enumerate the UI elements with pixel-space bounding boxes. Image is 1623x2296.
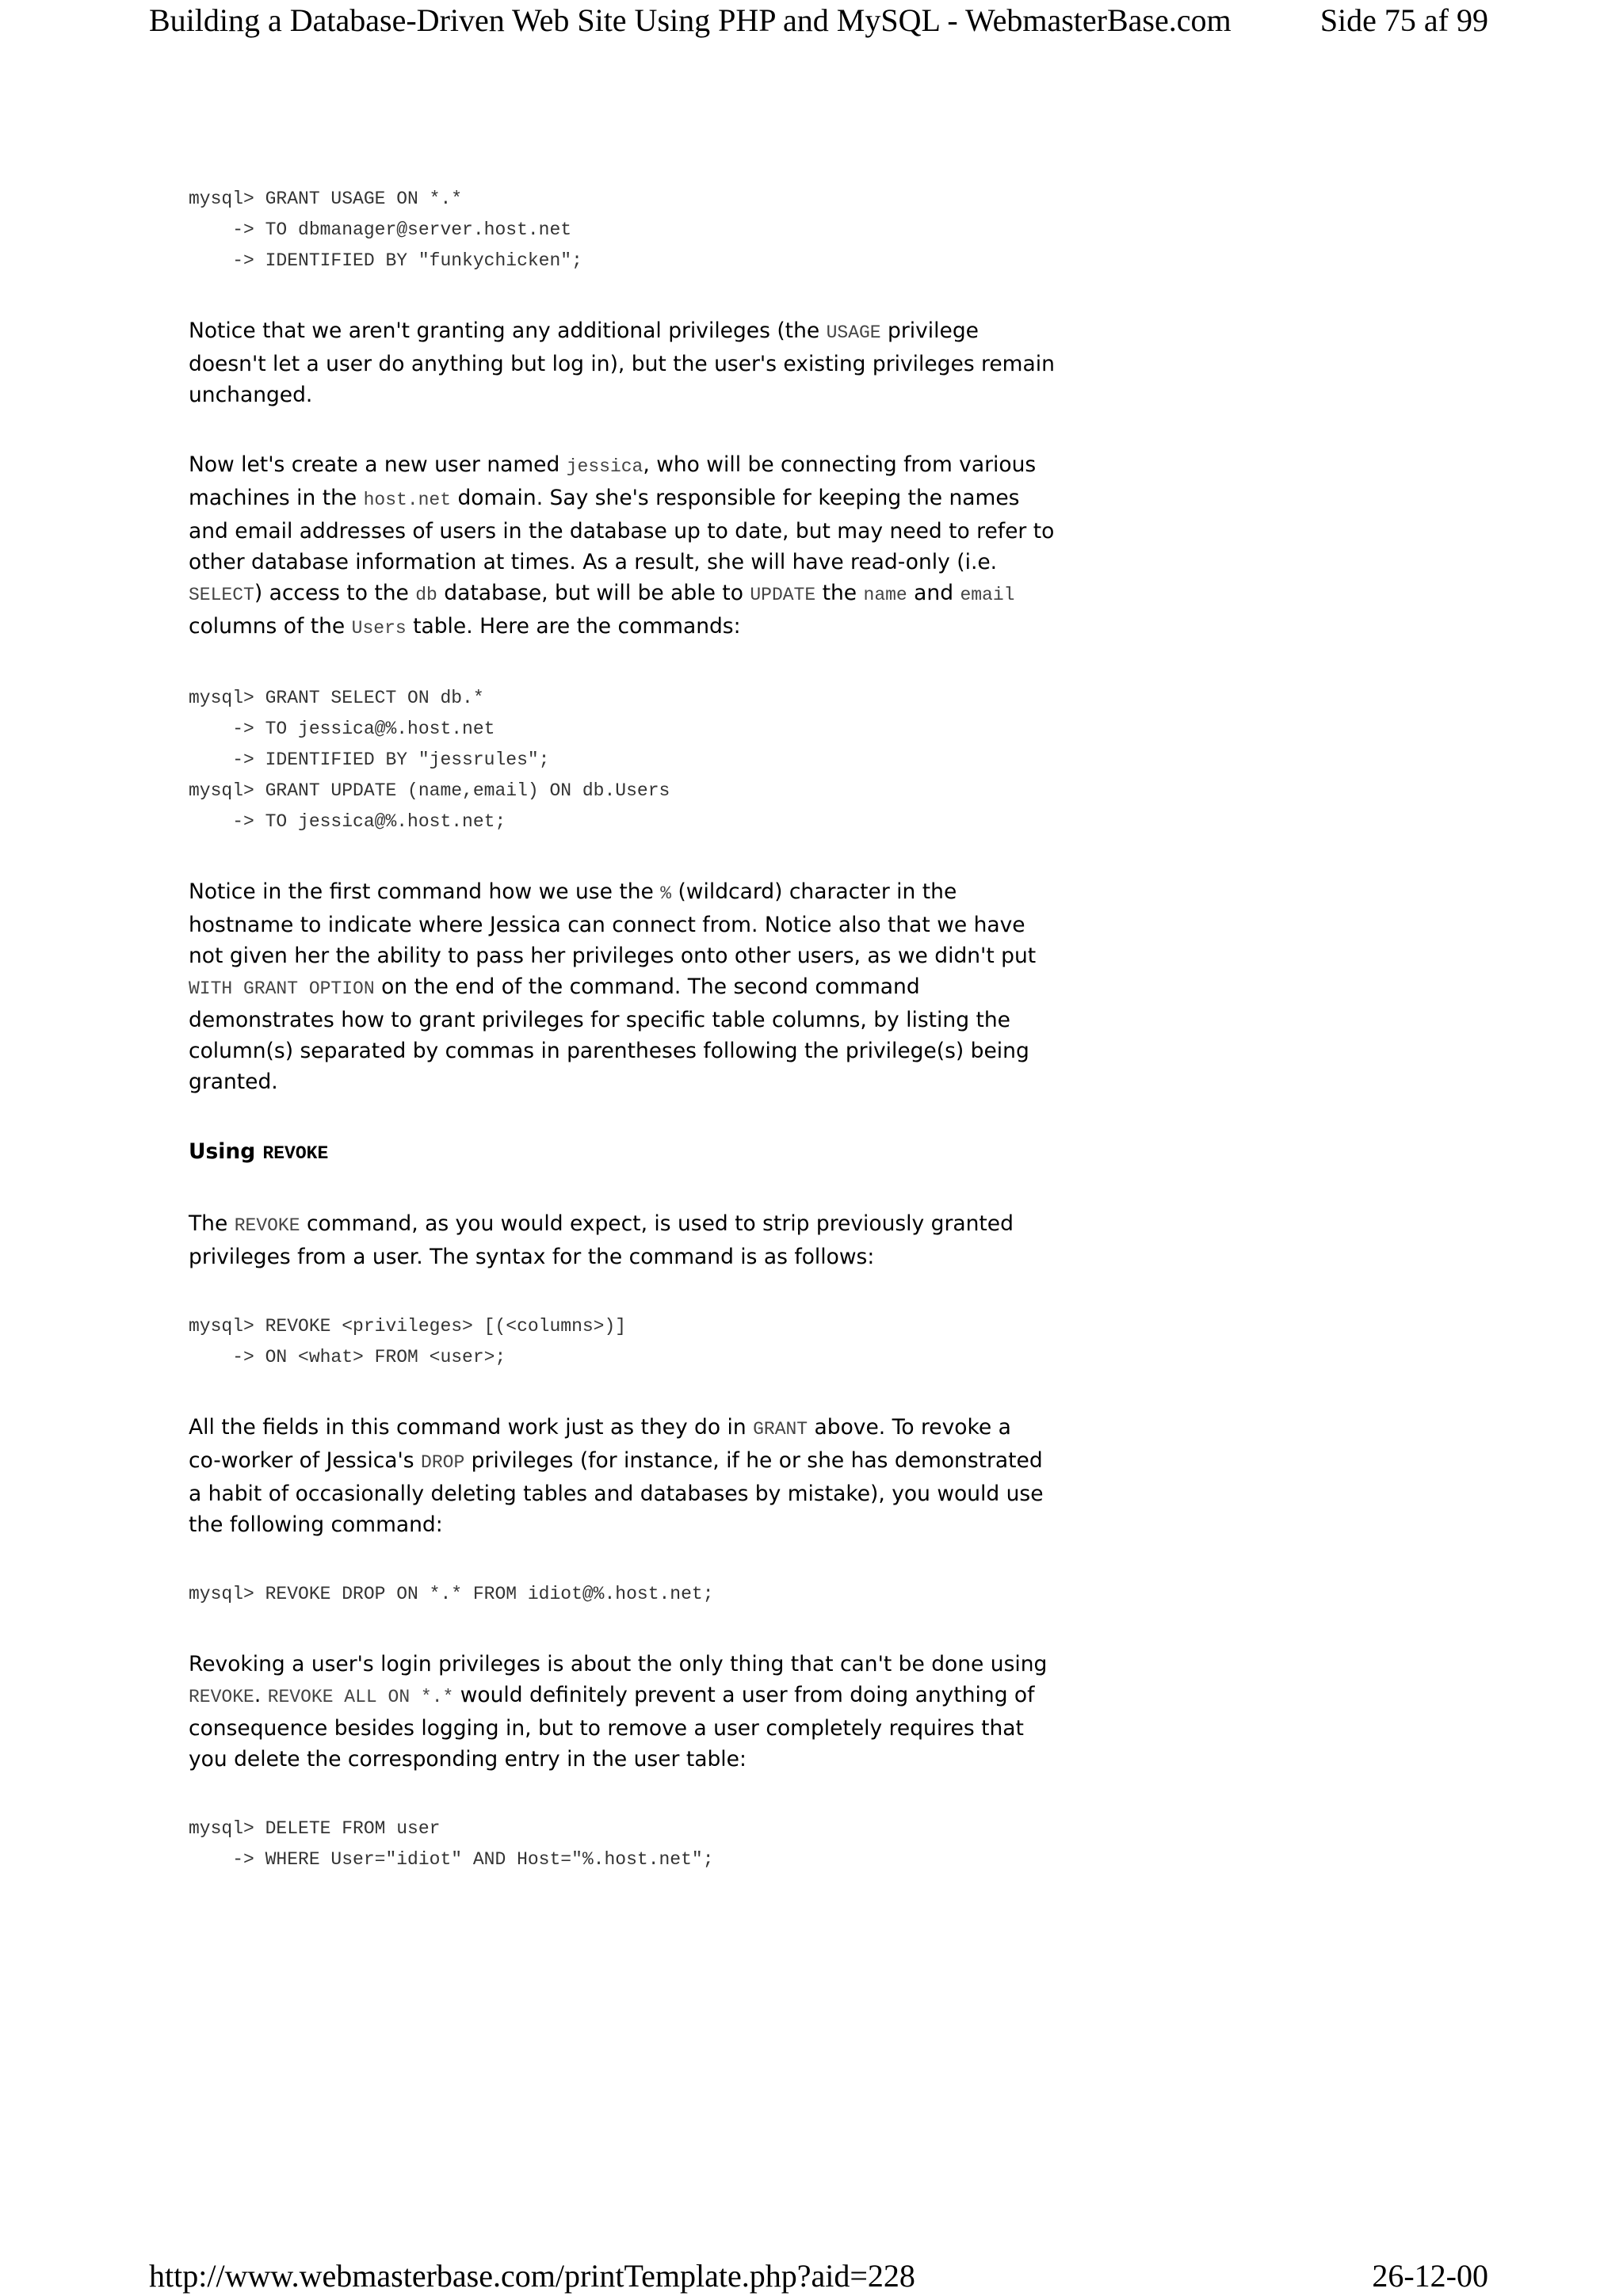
header-title: Building a Database-Driven Web Site Using PHP and MySQL - WebmasterBase.com	[149, 2, 1232, 38]
inline-code: UPDATE	[750, 585, 816, 605]
inline-code: USAGE	[826, 322, 881, 343]
footer-date: 26-12-00	[1372, 2258, 1488, 2294]
inline-code: Users	[351, 618, 407, 639]
paragraph-wildcard-note: Notice in the first command how we use the % (wildcard) character in the hostname to indicate where Jessica can connect from. Notice also that we have not given her the ability to pass her privileges onto other users, as we didn't put WITH GRANT OPTION on the end of the command. The second command demonstrates how to grant privileges for specific table columns, by listing the column(s) separated by commas in parentheses following the privilege(s) being granted.	[189, 879, 1037, 1094]
code-block-revoke-syntax: mysql> REVOKE <privileges> [(<columns>)] -> ON <what> FROM <user>;	[189, 1316, 627, 1367]
inline-code: name	[863, 585, 907, 605]
inline-code: REVOKE	[189, 1687, 254, 1707]
code-block-delete-user: mysql> DELETE FROM user -> WHERE User="idiot" AND Host="%.host.net";	[189, 1818, 714, 1870]
section-heading-using-revoke: Using REVOKE	[189, 1139, 329, 1164]
paragraph-revoke-login-note: Revoking a user's login privileges is about the only thing that can't be done using REVOKE. REVOKE ALL ON *.* would definitely prevent a user from doing anything of consequence besides logging in, but to remove a user completely requires that you delete the corresponding entry in the user table:	[189, 1652, 1048, 1772]
code-block-grant-usage: mysql> GRANT USAGE ON *.* -> TO dbmanager@server.host.net -> IDENTIFIED BY "funkychicken";	[189, 189, 582, 271]
inline-code: REVOKE	[234, 1215, 300, 1236]
page-footer	[149, 2256, 1488, 2296]
paragraph-new-user-jessica: Now let's create a new user named jessica, who will be connecting from various machines in the host.net domain. Say she's responsible for keeping the names and email addresses of users in the database up to date, but may need to refer to other database information at times. As a result, she will have read-only (i.e. SELECT) access to the db database, but will be able to UPDATE the name and email columns of the Users table. Here are the commands:	[189, 452, 1055, 639]
inline-code: SELECT	[189, 585, 254, 605]
header-page-number: Side 75 af 99	[1319, 2, 1488, 38]
inline-code: jessica	[566, 456, 643, 477]
inline-code: REVOKE ALL ON *.*	[267, 1687, 454, 1707]
paragraph-revoke-intro: The REVOKE command, as you would expect, is used to strip previously granted privileges from a user. The syntax for the command is as follows:	[189, 1211, 1014, 1269]
code-block-revoke-drop: mysql> REVOKE DROP ON *.* FROM idiot@%.host.net;	[189, 1584, 714, 1604]
inline-code: %	[660, 883, 672, 904]
article-content	[189, 184, 1124, 1875]
inline-code: WITH GRANT OPTION	[189, 978, 375, 999]
paragraph-revoke-example-note: All the fields in this command work just as they do in GRANT above. To revoke a co-worker of Jessica's DROP privileges (for instance, if he or she has demonstrated a habit of occasionally deleting tables and databases by mistake), you would use the following command:	[189, 1415, 1044, 1537]
page-header	[149, 0, 1488, 41]
inline-code: db	[415, 585, 437, 605]
inline-code: DROP	[421, 1452, 465, 1473]
inline-code: host.net	[363, 490, 452, 510]
inline-code: GRANT	[753, 1419, 808, 1440]
paragraph-usage-note: Notice that we aren't granting any additional privileges (the USAGE privilege doesn't let a user do anything but log in), but the user's existing privileges remain unchanged.	[189, 318, 1055, 407]
inline-code: email	[960, 585, 1015, 605]
code-block-grant-jessica: mysql> GRANT SELECT ON db.* -> TO jessica@%.host.net -> IDENTIFIED BY "jessrules"; mysql> GRANT UPDATE (name,email) ON db.Users -> TO jessica@%.host.net;	[189, 688, 670, 832]
footer-url: http://www.webmasterbase.com/printTemplate.php?aid=228	[149, 2258, 915, 2294]
